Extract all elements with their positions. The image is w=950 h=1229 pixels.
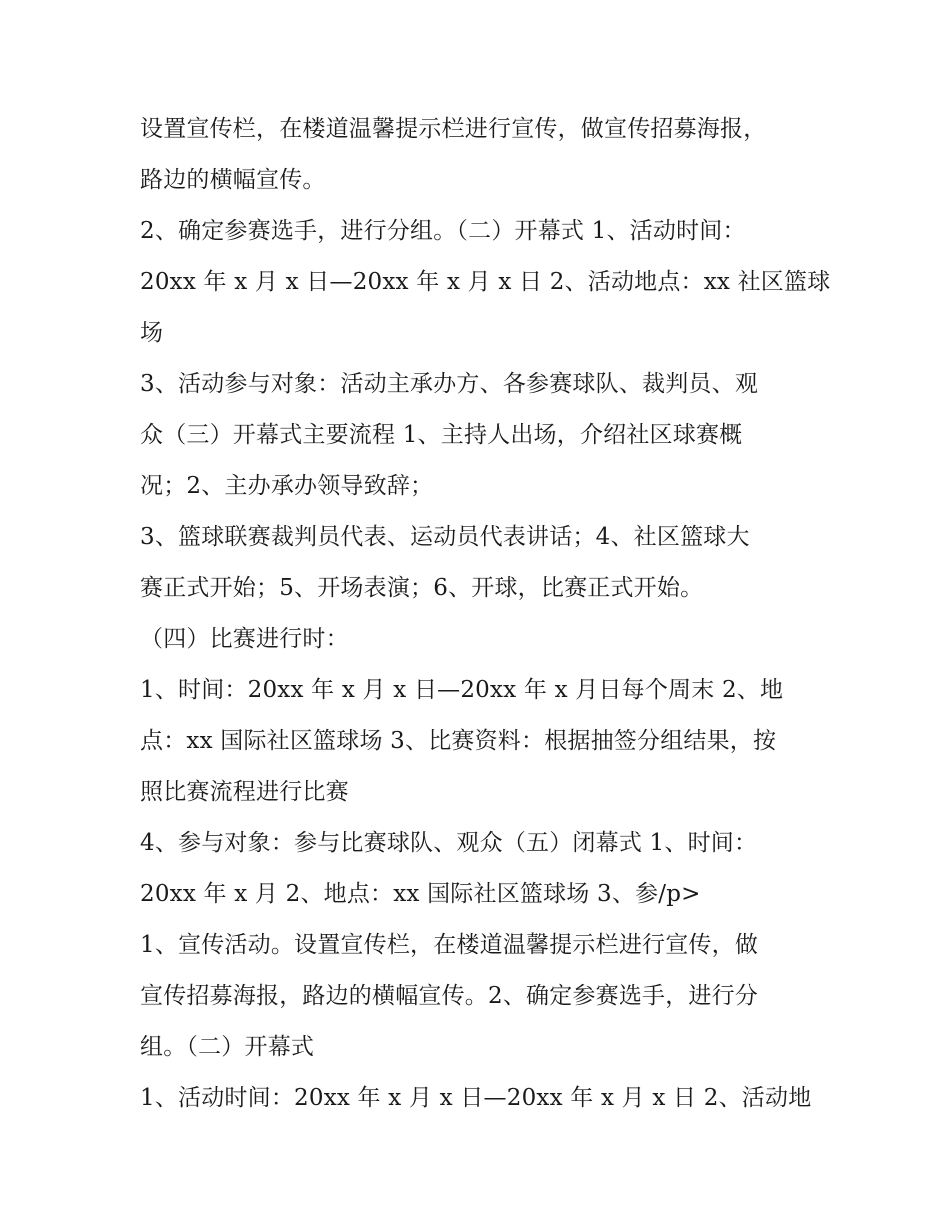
text-line: 3、篮球联赛裁判员代表、运动员代表讲话；4、社区篮球大 <box>140 524 750 550</box>
text-line: 组。（二）开幕式 <box>140 1034 315 1060</box>
text-line: 2、确定参赛选手，进行分组。（二）开幕式 1、活动时间： <box>140 218 746 244</box>
text-line: 况；2、主办承办领导致辞； <box>140 473 434 499</box>
text-line: 20xx 年 x 月 x 日—20xx 年 x 月 x 日 2、活动地点：xx 社区篮球 <box>140 269 831 295</box>
text-line: 宣传招募海报，路边的横幅宣传。2、确定参赛选手，进行分 <box>140 983 759 1009</box>
text-line: 赛正式开始；5、开场表演；6、开球，比赛正式开始。 <box>140 575 704 601</box>
text-line: 3、活动参与对象：活动主承办方、各参赛球队、裁判员、观 <box>140 371 759 397</box>
text-line: 1、宣传活动。设置宣传栏，在楼道温馨提示栏进行宣传，做 <box>140 932 759 958</box>
text-line: 1、活动时间：20xx 年 x 月 x 日—20xx 年 x 月 x 日 2、活动地 <box>140 1085 812 1111</box>
text-line: 点：xx 国际社区篮球场 3、比赛资料：根据抽签分组结果，按 <box>140 728 777 754</box>
text-line: 1、时间：20xx 年 x 月 x 日—20xx 年 x 月日每个周末 2、地 <box>140 677 784 703</box>
text-line: 4、参与对象：参与比赛球队、观众（五）闭幕式 1、时间： <box>140 830 758 856</box>
text-line: 20xx 年 x 月 2、地点：xx 国际社区篮球场 3、参/p> <box>140 881 701 907</box>
text-line: 照比赛流程进行比赛 <box>140 779 349 805</box>
text-line: 设置宣传栏，在楼道温馨提示栏进行宣传，做宣传招募海报， <box>140 116 767 142</box>
document-body <box>140 104 830 1124</box>
text-line: （四）比赛进行时： <box>140 626 349 652</box>
text-line: 路边的横幅宣传。 <box>140 167 326 193</box>
text-line: 众（三）开幕式主要流程 1、主持人出场，介绍社区球赛概 <box>140 422 743 448</box>
text-line: 场 <box>140 320 164 346</box>
